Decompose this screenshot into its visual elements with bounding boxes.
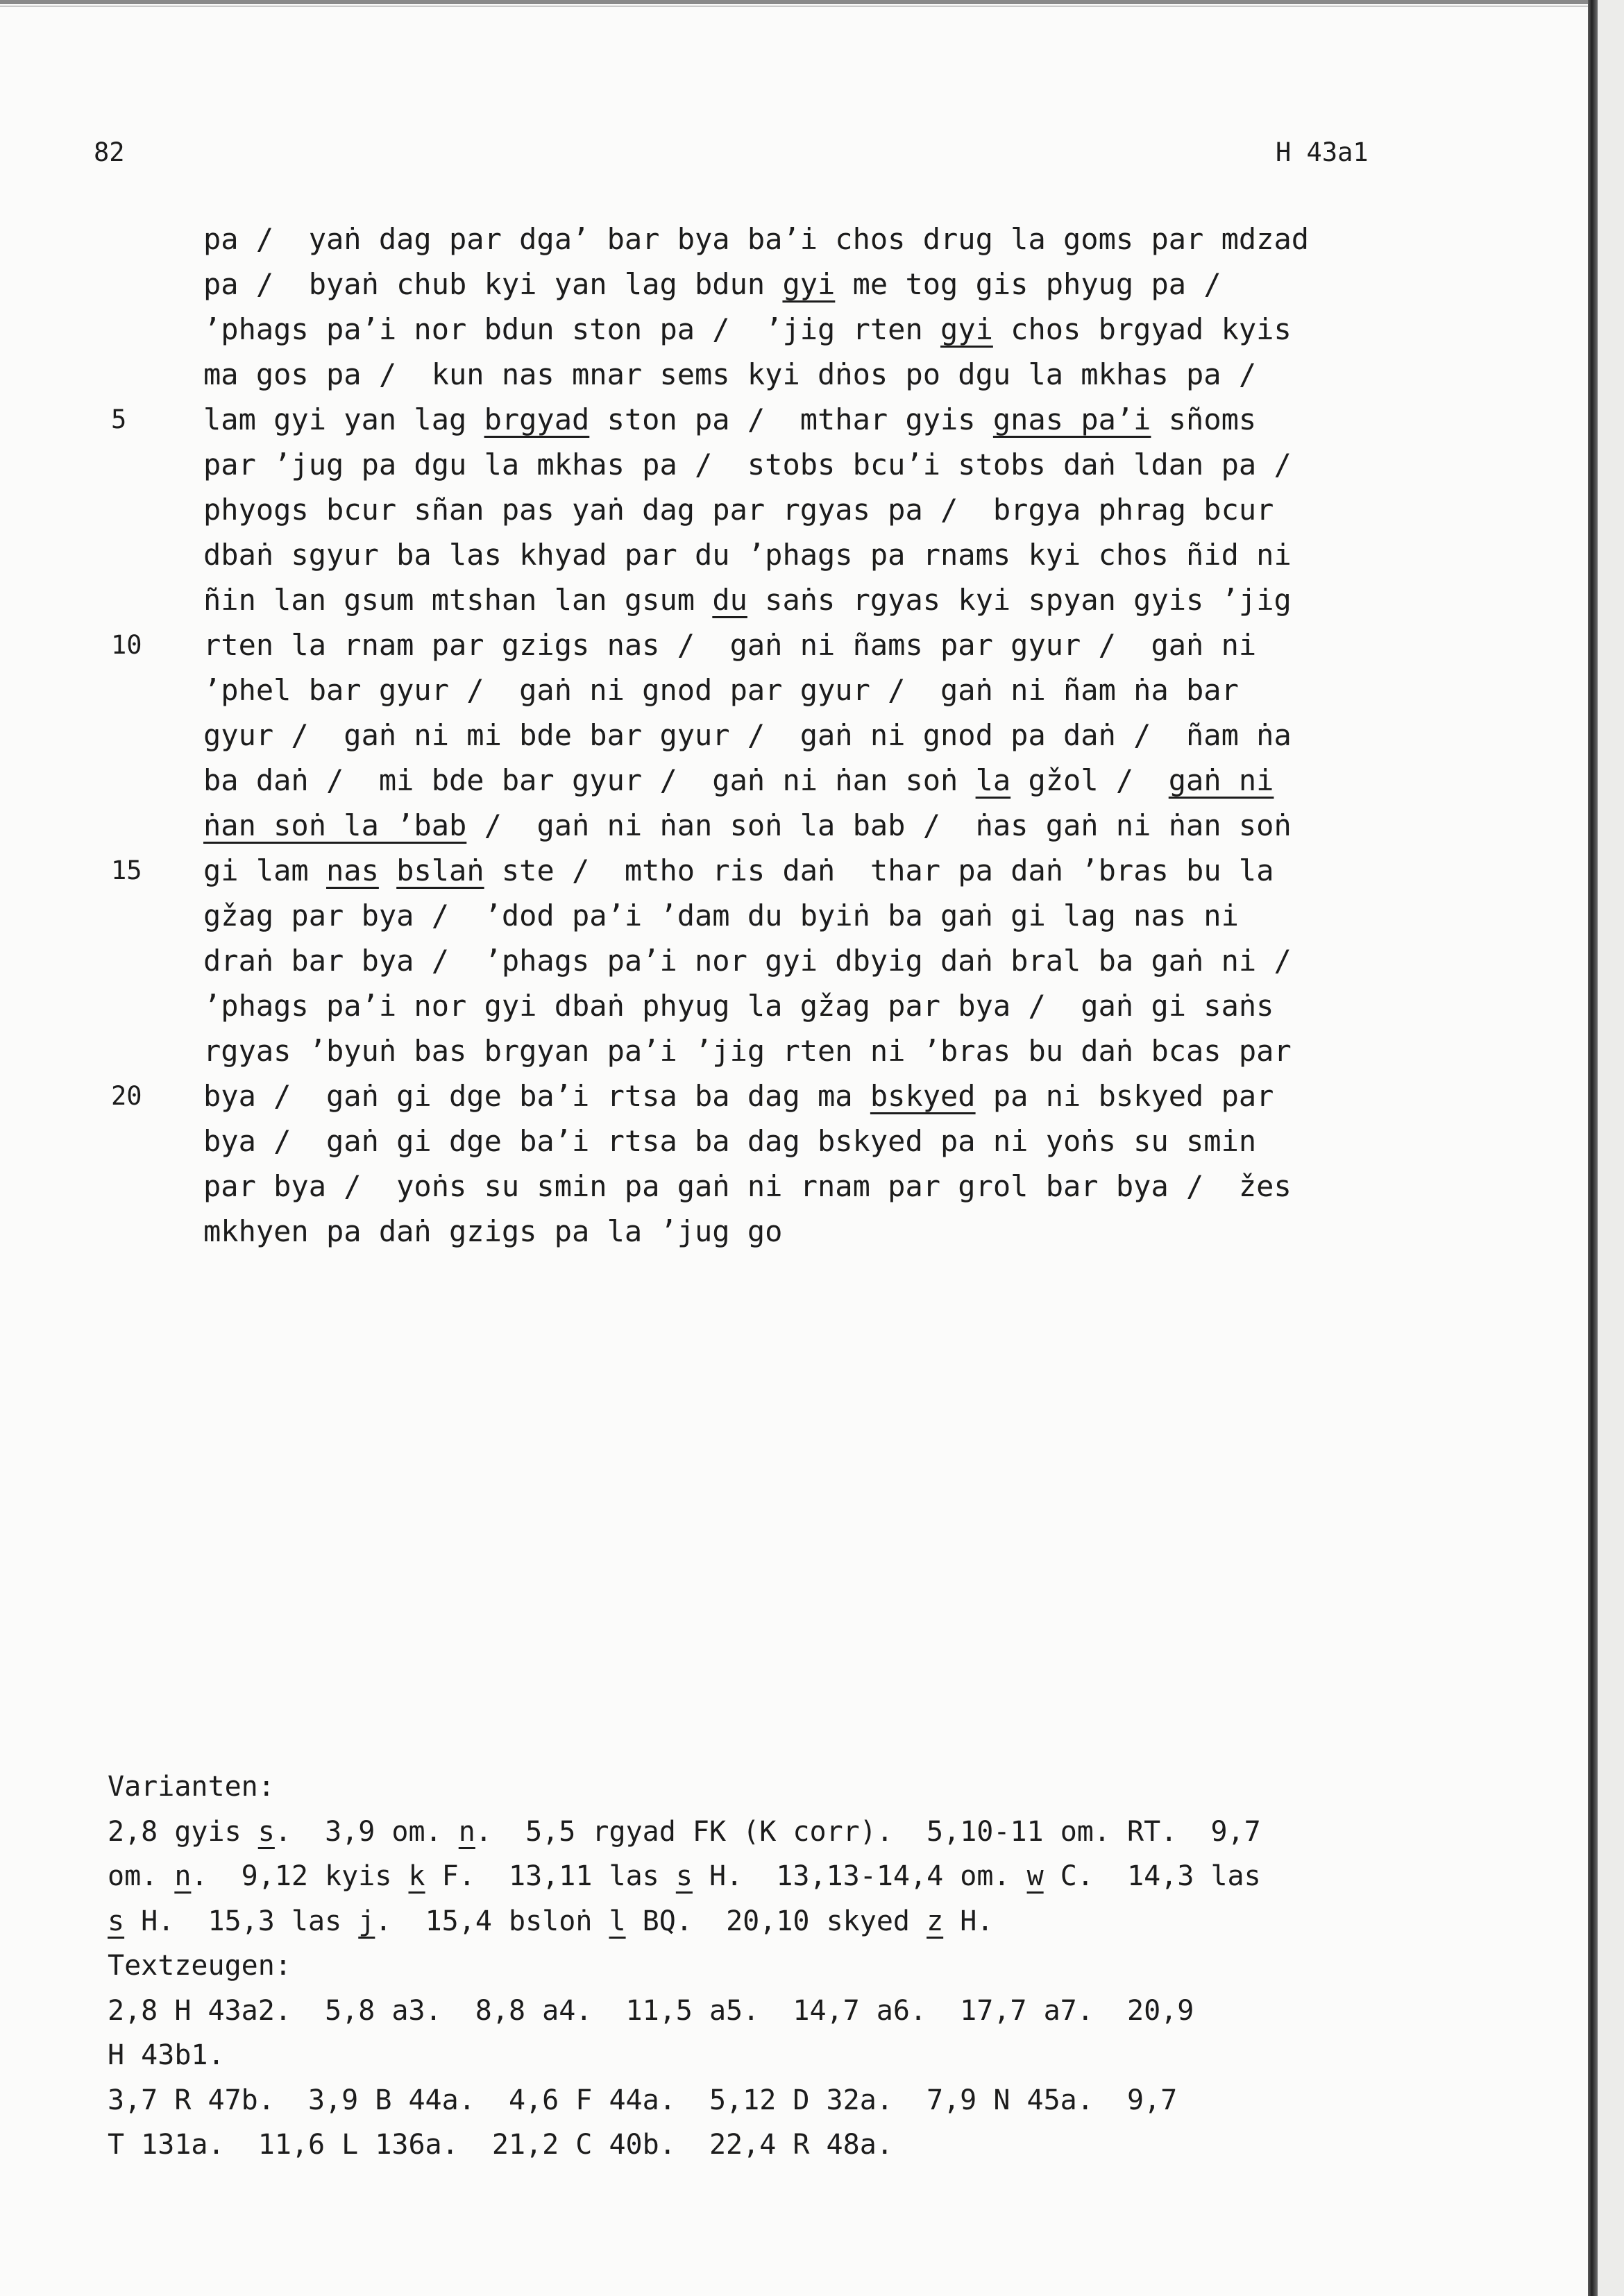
apparatus-line — [108, 1854, 1551, 1899]
text-line — [111, 532, 1555, 577]
apparatus-line — [108, 1989, 1551, 2034]
scan-top-edge-shadow — [0, 6, 1589, 7]
line-number: 15 — [111, 856, 142, 885]
line-text — [203, 397, 1256, 442]
underlined-reading: nas — [326, 853, 379, 887]
line-text — [203, 352, 1256, 397]
apparatus-line — [108, 2123, 1551, 2168]
apparatus-line — [108, 2078, 1551, 2123]
line-text — [203, 622, 1256, 667]
text-segment: C. 14,3 las — [1043, 1860, 1261, 1892]
text-segment: phyogs bcur sñan pas yaṅ dag par rgyas pa / brgya phrag bcur — [203, 493, 1274, 527]
text-segment: H. 15,3 las — [124, 1905, 359, 1937]
text-segment: dbaṅ sgyur ba las khyad par du ’phags pa rnams kyi chos ñid ni — [203, 538, 1292, 572]
text-segment: pa / byaṅ chub kyi yan lag bdun — [203, 267, 783, 301]
text-segment: ’phags pa’i nor bdun ston pa / ’jig rten — [203, 312, 941, 346]
underlined-reading: s — [675, 1860, 693, 1892]
text-segment: ñin lan gsum mtshan lan gsum — [203, 583, 713, 617]
underlined-reading: du — [712, 583, 747, 617]
text-segment: . 15,4 bsloṅ — [375, 1905, 609, 1937]
text-segment: / gaṅ ni ṅan soṅ la bab / ṅas gaṅ ni ṅan soṅ — [466, 808, 1292, 842]
text-segment: H. — [943, 1905, 994, 1937]
text-segment: ma gos pa / kun nas mnar sems kyi dṅos po dgu la mkhas pa / — [203, 357, 1257, 391]
text-segment: H 43b1. — [108, 2039, 225, 2071]
text-segment: 2,8 H 43a2. 5,8 a3. 8,8 a4. 11,5 a5. 14,7 a6. 17,7 a7. 20,9 — [108, 1994, 1194, 2027]
underlined-reading: k — [408, 1860, 425, 1892]
line-text — [203, 1164, 1292, 1209]
underlined-reading: w — [1026, 1860, 1044, 1892]
line-number: 20 — [111, 1081, 142, 1111]
text-line — [111, 1209, 1555, 1254]
line-text — [203, 938, 1292, 983]
line-text — [203, 307, 1292, 352]
line-number: 5 — [111, 405, 127, 434]
line-text — [203, 262, 1221, 307]
text-segment: chos brgyad kyis — [992, 312, 1292, 346]
underlined-reading: gyi — [782, 267, 836, 301]
line-text — [203, 216, 1309, 262]
underlined-reading: s — [257, 1815, 275, 1848]
text-segment: pa ni bskyed par — [975, 1079, 1274, 1113]
text-line — [111, 1028, 1555, 1073]
text-line — [111, 1164, 1555, 1209]
text-segment: gi lam — [203, 853, 327, 887]
apparatus-heading — [108, 1944, 1551, 1989]
text-segment: bya / gaṅ gi dge ba’i rtsa ba dag bskyed pa ni yoṅs su smin — [203, 1124, 1257, 1158]
text-segment: 3,7 R 47b. 3,9 B 44a. 4,6 F 44a. 5,12 D 32a. 7,9 N 45a. 9,7 — [108, 2084, 1178, 2116]
text-segment: Varianten: — [108, 1771, 275, 1803]
text-segment: mkhyen pa daṅ gzigs pa la ’jug go — [203, 1214, 783, 1248]
underlined-reading: n — [174, 1860, 192, 1892]
underlined-reading: l — [609, 1905, 626, 1937]
line-text — [203, 713, 1292, 758]
text-segment: rgyas ’byuṅ bas brgyan pa’i ’jig rten ni ’bras bu daṅ bcas par — [203, 1034, 1292, 1068]
text-segment: gžol / — [1010, 763, 1169, 797]
line-text — [203, 532, 1292, 577]
underlined-reading: ṅan soṅ la ’bab — [203, 808, 467, 842]
line-text — [203, 577, 1292, 622]
text-segment: me tog gis phyug pa / — [835, 267, 1221, 301]
text-line — [111, 803, 1555, 848]
underlined-reading: bskyed — [870, 1079, 976, 1113]
text-line — [111, 262, 1555, 307]
text-segment: . 3,9 om. — [274, 1815, 459, 1848]
underlined-reading: bslaṅ — [396, 853, 484, 887]
text-segment: ’phel bar gyur / gaṅ ni gnod par gyur / gaṅ ni ñam ṅa bar — [203, 673, 1239, 707]
text-segment: om. — [108, 1860, 175, 1892]
line-text — [203, 848, 1274, 893]
text-segment: . 9,12 kyis — [191, 1860, 409, 1892]
text-segment: sñoms — [1151, 402, 1257, 436]
text-segment: rten la rnam par gzigs nas / gaṅ ni ñams par gyur / gaṅ ni — [203, 628, 1257, 662]
text-line — [111, 216, 1555, 262]
text-segment: saṅs rgyas kyi spyan gyis ’jig — [747, 583, 1292, 617]
underlined-reading: gnas pa’i — [992, 402, 1151, 436]
text-segment: gžag par bya / ’dod pa’i ’dam du byiṅ ba gaṅ gi lag nas ni — [203, 899, 1239, 933]
underlined-reading: j — [358, 1905, 375, 1937]
text-segment: T 131a. 11,6 L 136a. 21,2 C 40b. 22,4 R 48a. — [108, 2129, 893, 2161]
underlined-reading: n — [458, 1815, 475, 1848]
text-segment: pa / yaṅ dag par dga’ bar bya ba’i chos drug la goms par mdzad — [203, 222, 1310, 256]
text-segment: . 5,5 rgyad FK (K corr). 5,10-11 om. RT. 9,7 — [475, 1815, 1261, 1848]
underlined-reading: z — [927, 1905, 944, 1937]
text-line — [111, 307, 1555, 352]
underlined-reading: gyi — [940, 312, 993, 346]
text-line — [111, 1073, 1555, 1119]
text-segment: H. 13,13-14,4 om. — [692, 1860, 1027, 1892]
text-line — [111, 577, 1555, 622]
text-segment: par ’jug pa dgu la mkhas pa / stobs bcu’i stobs daṅ ldan pa / — [203, 448, 1292, 482]
text-line — [111, 938, 1555, 983]
apparatus-line — [108, 1810, 1551, 1855]
text-segment: par bya / yoṅs su smin pa gaṅ ni rnam par grol bar bya / žes — [203, 1169, 1292, 1203]
text-line — [111, 622, 1555, 667]
text-line — [111, 848, 1555, 893]
text-line — [111, 352, 1555, 397]
text-segment: ston pa / mthar gyis — [589, 402, 993, 436]
underlined-reading: s — [108, 1905, 125, 1937]
line-text — [203, 803, 1292, 848]
text-line — [111, 893, 1555, 938]
text-segment: draṅ bar bya / ’phags pa’i nor gyi dbyig daṅ bral ba gaṅ ni / — [203, 944, 1292, 978]
text-line — [111, 667, 1555, 713]
line-text — [203, 487, 1274, 532]
line-text — [203, 758, 1274, 803]
apparatus-line — [108, 2033, 1551, 2078]
text-line — [111, 713, 1555, 758]
text-line — [111, 758, 1555, 803]
line-text — [203, 1073, 1274, 1119]
folio-reference: H 43a1 — [1276, 137, 1369, 167]
line-text — [203, 983, 1274, 1028]
line-text — [203, 1209, 782, 1254]
scan-top-edge — [0, 0, 1589, 4]
text-segment: ba daṅ / mi bde bar gyur / gaṅ ni ṅan soṅ — [203, 763, 976, 797]
line-number: 10 — [111, 630, 142, 660]
text-segment: gyur / gaṅ ni mi bde bar gyur / gaṅ ni gnod pa daṅ / ñam ṅa — [203, 718, 1292, 752]
line-text — [203, 1028, 1292, 1073]
text-line — [111, 1119, 1555, 1164]
underlined-reading: gaṅ ni — [1168, 763, 1274, 797]
page-number: 82 — [94, 137, 125, 167]
text-segment: ste / mtho ris daṅ thar pa daṅ ’bras bu la — [484, 853, 1274, 887]
underlined-reading: la — [975, 763, 1011, 797]
text-line — [111, 442, 1555, 487]
binding-shadow — [1588, 0, 1598, 2296]
text-segment: F. 13,11 las — [425, 1860, 676, 1892]
apparatus-heading — [108, 1764, 1551, 1810]
text-segment: BQ. 20,10 skyed — [625, 1905, 927, 1937]
line-text — [203, 442, 1292, 487]
text-segment: 2,8 gyis — [108, 1815, 258, 1848]
page-margin-edge — [1598, 0, 1624, 2296]
line-text — [203, 667, 1239, 713]
underlined-reading: brgyad — [484, 402, 590, 436]
text-segment: ’phags pa’i nor gyi dbaṅ phyug la gžag par bya / gaṅ gi saṅs — [203, 989, 1274, 1023]
text-line — [111, 983, 1555, 1028]
line-text — [203, 893, 1239, 938]
text-segment: Textzeugen: — [108, 1950, 291, 1982]
text-line — [111, 487, 1555, 532]
text-segment: bya / gaṅ gi dge ba’i rtsa ba dag ma — [203, 1079, 870, 1113]
text-segment — [379, 853, 396, 887]
critical-apparatus — [108, 1764, 1551, 2168]
edited-text — [111, 216, 1555, 1254]
apparatus-line — [108, 1899, 1551, 1944]
text-segment: lam gyi yan lag — [203, 402, 484, 436]
line-text — [203, 1119, 1256, 1164]
text-line — [111, 397, 1555, 442]
